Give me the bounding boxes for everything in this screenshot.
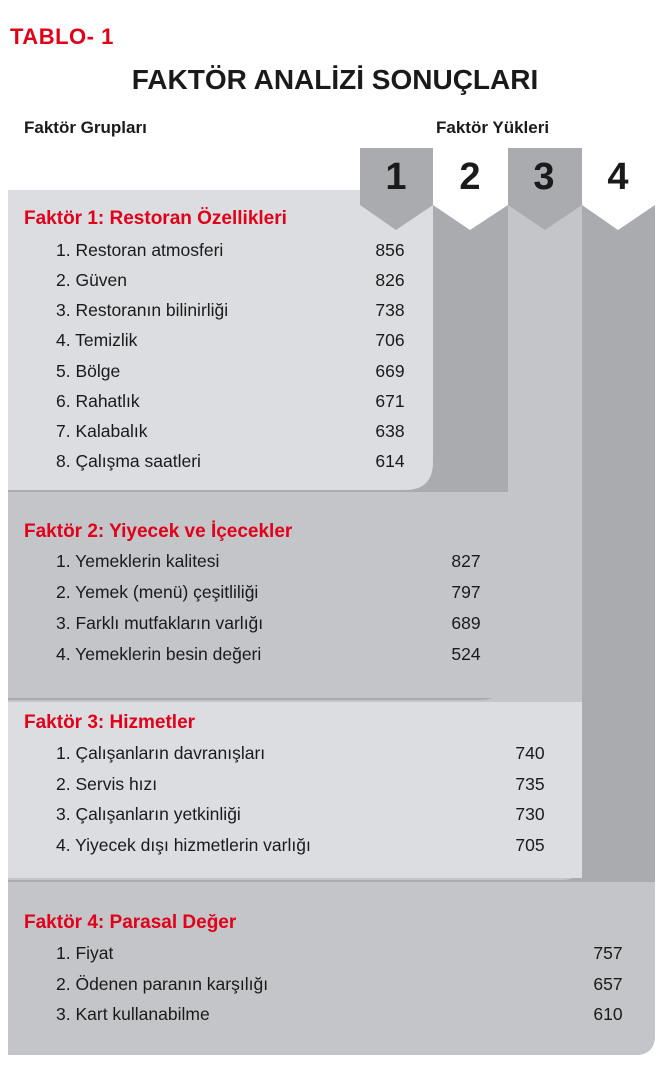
list-item: 4. Yemeklerin besin değeri [56, 644, 262, 664]
list-item: 1. Fiyat [56, 943, 114, 963]
section-title-factor-1: Faktör 1: Restoran Özellikleri [24, 208, 287, 229]
factor-load-value: 524 [451, 644, 481, 664]
list-item: 3. Restoranın bilinirliği [56, 300, 229, 320]
list-item: 7. Kalabalık [56, 421, 148, 441]
list-item: 4. Temizlik [56, 330, 138, 350]
factor-load-value: 797 [451, 582, 481, 602]
list-item: 2. Yemek (menü) çeşitliliği [56, 582, 259, 602]
section-title-factor-2: Faktör 2: Yiyecek ve İçecekler [24, 521, 293, 542]
factor-load-value: 671 [375, 391, 405, 411]
factor-load-value: 614 [375, 451, 405, 471]
factor-load-value: 730 [515, 804, 545, 824]
factor-load-value: 826 [375, 270, 405, 290]
list-item: 2. Servis hızı [56, 774, 158, 794]
factor-load-value: 735 [515, 774, 545, 794]
factor-load-value: 638 [375, 421, 405, 441]
page-title: FAKTÖR ANALİZİ SONUÇLARI [131, 64, 539, 95]
list-item: 1. Çalışanların davranışları [56, 743, 266, 763]
list-item: 6. Rahatlık [56, 391, 140, 411]
factor-load-value: 738 [375, 300, 405, 320]
list-item: 5. Bölge [56, 361, 121, 381]
list-item: 3. Çalışanların yetkinliği [56, 804, 241, 824]
factor-load-value: 657 [593, 974, 623, 994]
column-number-4: 4 [607, 156, 629, 198]
factor-load-value: 669 [375, 361, 405, 381]
list-item: 4. Yiyecek dışı hizmetlerin varlığı [56, 835, 311, 855]
section-title-factor-3: Faktör 3: Hizmetler [24, 712, 196, 733]
section-title-factor-4: Faktör 4: Parasal Değer [24, 912, 237, 933]
factor-load-value: 740 [515, 743, 545, 763]
list-item: 2. Güven [56, 270, 128, 290]
factor-4-band [8, 882, 655, 1055]
column-number-1: 1 [385, 156, 407, 198]
list-item: 8. Çalışma saatleri [56, 451, 201, 471]
list-item: 3. Farklı mutfakların varlığı [56, 613, 264, 633]
factor-groups-header: Faktör Grupları [24, 118, 147, 137]
factor-load-value: 827 [451, 551, 481, 571]
list-item: 2. Ödenen paranın karşılığı [56, 974, 269, 994]
list-item: 1. Restoran atmosferi [56, 240, 224, 260]
factor-load-value: 705 [515, 835, 545, 855]
factor-load-value: 757 [593, 943, 623, 963]
factor-load-value: 706 [375, 330, 405, 350]
list-item: 3. Kart kullanabilme [56, 1004, 210, 1024]
list-item: 1. Yemeklerin kalitesi [56, 551, 220, 571]
factor-load-value: 856 [375, 240, 405, 260]
column-number-2: 2 [459, 156, 481, 198]
column-number-3: 3 [533, 156, 555, 198]
table-label: TABLO- 1 [10, 24, 114, 49]
factor-loads-header: Faktör Yükleri [436, 118, 550, 137]
factor-load-value: 689 [451, 613, 481, 633]
factor-load-value: 610 [593, 1004, 623, 1024]
